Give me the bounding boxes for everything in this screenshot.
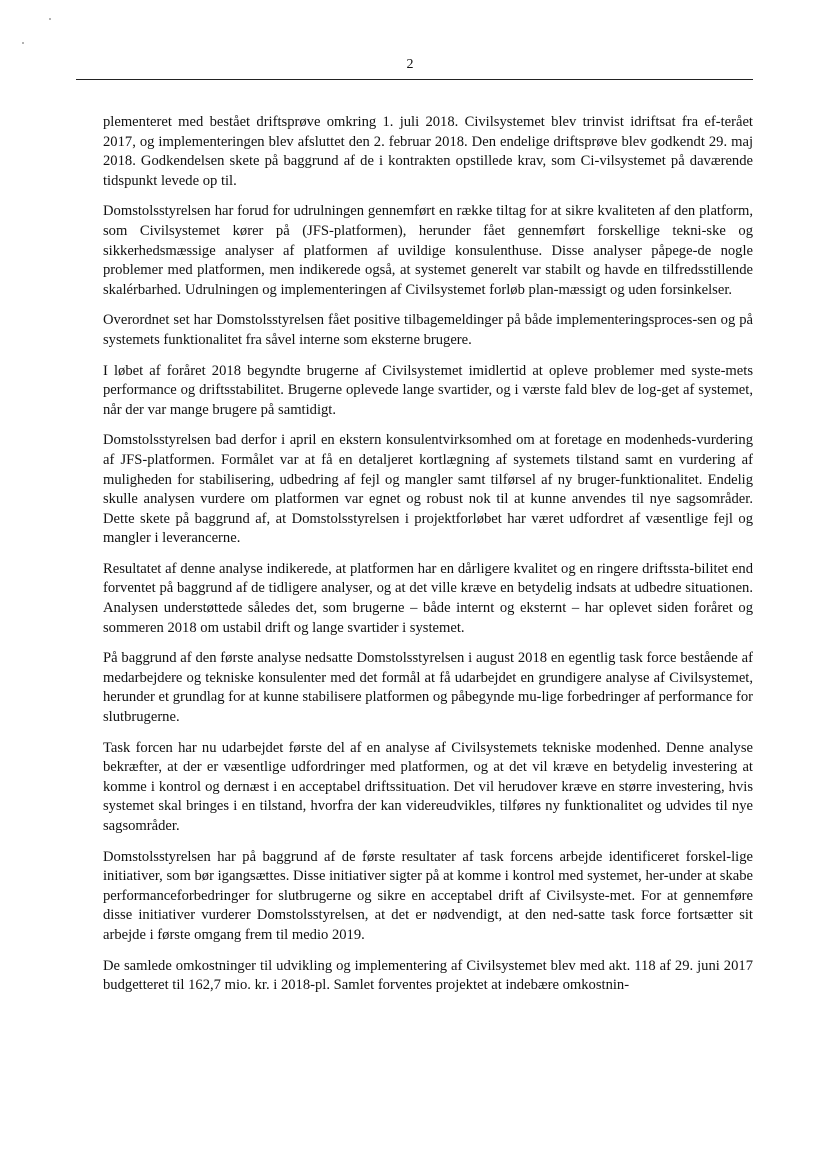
paragraph-6: Resultatet af denne analyse indikerede, at platformen har en dårligere kvalitet og en ringere driftssta-bilitet end forventet på baggrund af de tidligere analyser, og at det ville kræve en betydelig indsats at udbedre situationen. Analysen understøttede således det, som brugerne – både internt og eksternt – har oplevet siden foråret og sommeren 2018 om ustabil drift og lange svartider i systemet. bbox=[103, 560, 753, 636]
paragraph-8: Task forcen har nu udarbejdet første del af en analyse af Civilsystemets tekniske modenhed. Denne analyse bekræfter, at der er væsentlige udfordringer med platformen, og at det vil kræve en betydelig investering at komme i kontrol og dernæst i en acceptabel driftssituation. Det vil herudover kræve en større investering, hvis systemet skal bringes i en tilstand, hvorfra der kan videreudvikles, tilføres ny funktionalitet og udvides til nye sagsområder. bbox=[103, 739, 753, 834]
paragraph-10: De samlede omkostninger til udvikling og implementering af Civilsystemet blev med akt. 118 af 29. juni 2017 budgetteret til 162,7 mio. kr. i 2018-pl. Samlet forventes projektet at indebære omkostnin- bbox=[103, 957, 753, 994]
paragraph-5: Domstolsstyrelsen bad derfor i april en ekstern konsulentvirksomhed om at foretage en modenheds-vurdering af JFS-platformen. Formålet var at få en detaljeret kortlægning af systemets tilstand samt en vurdering af muligheden for stabilisering, udbedring af fejl og mangler samt tilførsel af ny bruger-funktionalitet. Endelig skulle analysen vurdere om platformen var egnet og robust nok til at kunne anvendes til nye sagsområder. Dette skete på baggrund af, at Domstolsstyrelsen i projektforløbet har været udfordret af væsentlige fejl og mangler i leverancerne. bbox=[103, 432, 753, 547]
paragraph-7: På baggrund af den første analyse nedsatte Domstolsstyrelsen i august 2018 en egentlig task force bestående af medarbejdere og tekniske konsulenter med det formål at få udarbejdet en grundigere analyse af Civilsystemet, herunder et grundlag for at kunne stabilisere platformen og påbegynde mu-lige forbedringer af performance for slutbrugerne. bbox=[103, 650, 753, 726]
body-text bbox=[103, 113, 753, 1007]
paragraph-1: plementeret med bestået driftsprøve omkring 1. juli 2018. Civilsystemet blev trinvist idriftsat fra ef-terået 2017, og implementeringen blev afsluttet den 2. februar 2018. Den endelige driftsprøve blev godkendt 29. maj 2018. Godkendelsen skete på baggrund af de i kontrakten opstillede krav, som Ci-vilsystemet på daværende tidspunkt levede op til. bbox=[103, 114, 753, 189]
paragraph-4: I løbet af foråret 2018 begyndte brugerne af Civilsystemet imidlertid at opleve problemer med syste-mets performance og driftsstabilitet. Brugerne oplevede lange svartider, og i værste fald blev de log-get af systemet, når der var mange brugere på samtidigt. bbox=[103, 362, 753, 418]
page-number: 2 bbox=[406, 57, 414, 72]
paragraph-3: Overordnet set har Domstolsstyrelsen fået positive tilbagemeldinger på både implementeringsproces-sen og på systemets funktionalitet fra såvel interne som eksterne brugere. bbox=[103, 312, 753, 348]
paragraph-9: Domstolsstyrelsen har på baggrund af de første resultater af task forcens arbejde identificeret forskel-lige initiativer, som bør igangsættes. Disse initiativer sigter på at komme i kontrol med systemet, her-under at skabe performanceforbedringer for slutbrugerne og sikre en acceptabel drift af Civilsyste-met. For at gennemføre disse initiativer vurderer Domstolsstyrelsen, at det er nødvendigt, at den ned-satte task force fortsætter sit arbejde i første omgang frem til medio 2019. bbox=[103, 848, 753, 943]
scan-speck bbox=[22, 42, 24, 44]
header-rule bbox=[76, 79, 753, 80]
scan-speck bbox=[49, 18, 51, 20]
paragraph-2: Domstolsstyrelsen har forud for udrulningen gennemført en række tiltag for at sikre kvaliteten af den platform, som Civilsystemet kører på (JFS-platformen), herunder fået gennemført forskellige tekni-ske og sikkerhedsmæssige analyser af platformen af uvildige konsulenthuse. Disse analyser påpege-de nogle problemer med platformen, men indikerede også, at systemet generelt var stabilt og havde en tilfredsstillende skalérbarhed. Udrulningen og implementeringen af Civilsystemet forløb plan-mæssigt og uden forsinkelser. bbox=[103, 203, 753, 298]
